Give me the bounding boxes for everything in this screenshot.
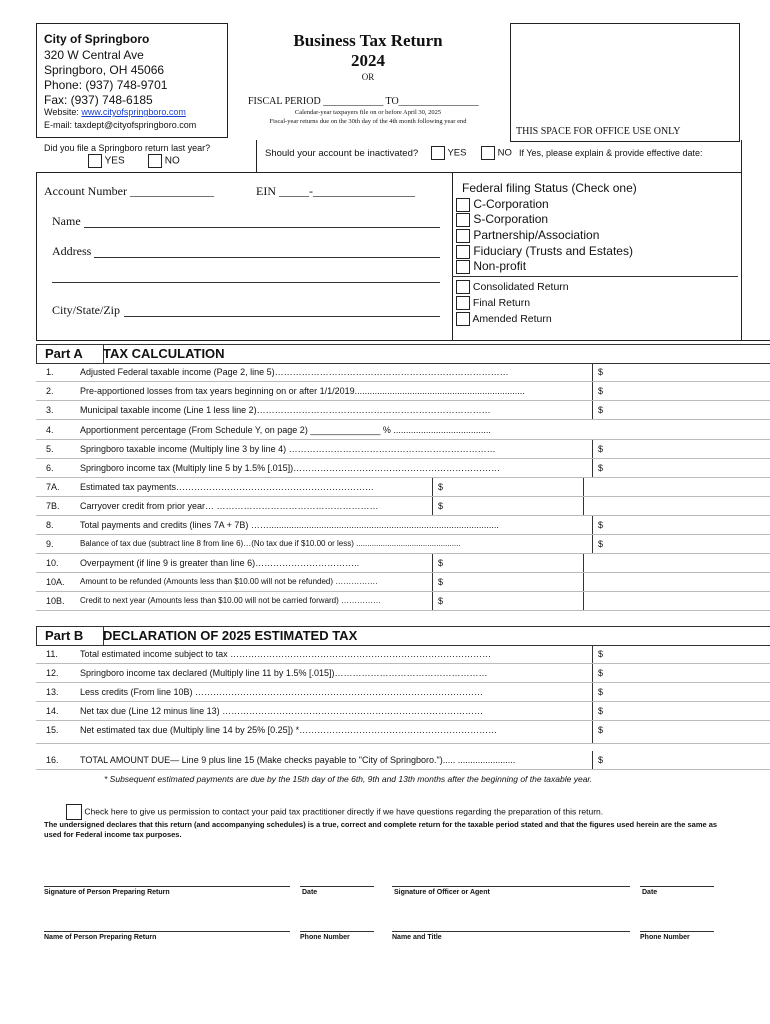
c-corp-label: C-Corporation bbox=[473, 197, 549, 211]
line-num: 2. bbox=[46, 386, 54, 396]
filed-no-label: NO bbox=[164, 155, 180, 167]
filing-option-c-corp bbox=[456, 197, 549, 212]
final-checkbox[interactable] bbox=[456, 296, 470, 310]
nonprofit-label: Non-profit bbox=[473, 259, 527, 273]
line-10b bbox=[36, 592, 770, 611]
line-2-amount[interactable] bbox=[592, 382, 770, 400]
dollar-sign: $ bbox=[598, 649, 604, 659]
dollar-sign: $ bbox=[438, 577, 444, 587]
address-line-2[interactable] bbox=[52, 282, 440, 283]
line-desc: Amount to be refunded (Amounts less than $10.00 will not be refunded) ……………. bbox=[80, 577, 378, 586]
inactivate-yes-checkbox[interactable] bbox=[431, 146, 445, 160]
line-14 bbox=[36, 702, 770, 721]
line-desc: Springboro income tax (Multiply line 5 by 1.5% [.015])…………………………………………………………… bbox=[80, 463, 501, 473]
preparer-name-line[interactable] bbox=[44, 931, 290, 932]
name-label: Name bbox=[52, 214, 81, 228]
city-name: City of Springboro bbox=[44, 32, 150, 46]
date-2-line[interactable] bbox=[640, 886, 714, 887]
filed-last-year-question: Did you file a Springboro return last year? bbox=[44, 143, 211, 153]
phone-2-line[interactable] bbox=[640, 931, 714, 932]
dollar-sign: $ bbox=[598, 668, 604, 678]
line-desc: Net tax due (Line 12 minus line 13) …………………………………………………………………………… bbox=[80, 706, 484, 716]
line-desc: Estimated tax payments………………………………………………………… bbox=[80, 482, 375, 492]
line-num: 11. bbox=[46, 649, 58, 659]
city-fax: Fax: (937) 748-6185 bbox=[44, 93, 153, 107]
filing-option-s-corp bbox=[456, 212, 548, 227]
consolidated-label: Consolidated Return bbox=[472, 280, 569, 293]
dollar-sign: $ bbox=[598, 405, 604, 415]
line-7b bbox=[36, 497, 770, 516]
line-desc: Overpayment (if line 9 is greater than line 6)…………………………….. bbox=[80, 558, 360, 568]
line-num: 9. bbox=[46, 539, 54, 549]
dollar-sign: $ bbox=[598, 755, 604, 765]
line-10a-amount[interactable] bbox=[432, 573, 584, 591]
line-num: 5. bbox=[46, 444, 54, 454]
website-link[interactable]: www.cityofspringboro.com bbox=[81, 107, 186, 117]
fiscal-note: Fiscal-year returns due on the 30th day of the 4th month following year end bbox=[269, 118, 467, 125]
city-address-2: Springboro, OH 45066 bbox=[44, 63, 165, 77]
preparer-signature-label: Signature of Person Preparing Return bbox=[44, 889, 170, 896]
partnership-label: Partnership/Association bbox=[473, 228, 600, 242]
line-10a bbox=[36, 573, 770, 592]
inactivate-yes-label: YES bbox=[447, 147, 467, 159]
filing-option-partnership bbox=[456, 228, 599, 243]
dollar-sign: $ bbox=[598, 520, 604, 530]
line-num: 10A. bbox=[46, 577, 65, 587]
line-12-amount[interactable] bbox=[592, 664, 770, 682]
s-corp-label: S-Corporation bbox=[473, 212, 549, 226]
line-5 bbox=[36, 440, 770, 459]
officer-signature-line[interactable] bbox=[392, 886, 630, 887]
filed-yes-checkbox[interactable] bbox=[88, 154, 102, 168]
filed-no bbox=[148, 154, 180, 168]
inactivate-no-checkbox[interactable] bbox=[481, 146, 495, 160]
name-line[interactable] bbox=[84, 227, 440, 228]
return-consolidated bbox=[456, 280, 569, 294]
line-desc: Carryover credit from prior year… ……………………………………………… bbox=[80, 501, 379, 511]
declaration-text: The undersigned declares that this return (and accompanying schedules) is a true, correct and complete return for the taxable period stated and that the figures used herein are the same as used for Federal income tax purposes. bbox=[44, 820, 718, 839]
line-num: 10. bbox=[46, 558, 59, 568]
dollar-sign: $ bbox=[438, 482, 444, 492]
fiduciary-checkbox[interactable] bbox=[456, 245, 470, 259]
line-7a-amount[interactable] bbox=[432, 478, 584, 496]
part-a-label: Part A bbox=[37, 345, 104, 363]
line-2 bbox=[36, 382, 770, 401]
line-num: 10B. bbox=[46, 596, 65, 606]
s-corp-checkbox[interactable] bbox=[456, 213, 470, 227]
line-num: 14. bbox=[46, 706, 59, 716]
officer-signature-label: Signature of Officer or Agent bbox=[394, 889, 490, 896]
phone-1-line[interactable] bbox=[300, 931, 374, 932]
return-amended bbox=[456, 312, 552, 326]
inactivate-no bbox=[481, 146, 512, 160]
line-4 bbox=[36, 421, 770, 440]
line-desc: Municipal taxable income (Line 1 less line 2)…………………………………………………………………… bbox=[80, 405, 491, 415]
part-a-title: TAX CALCULATION bbox=[103, 346, 225, 361]
line-6-amount[interactable] bbox=[592, 459, 770, 477]
final-label: Final Return bbox=[472, 296, 531, 309]
filed-no-checkbox[interactable] bbox=[148, 154, 162, 168]
line-8 bbox=[36, 516, 770, 535]
filed-yes-label: YES bbox=[104, 155, 125, 167]
line-desc: Pre-apportioned losses from tax years beginning on or after 1/1/2019.................................................................... bbox=[80, 386, 525, 396]
line-16-amount[interactable] bbox=[592, 751, 770, 769]
inactivate-question: Should your account be inactivated? bbox=[265, 148, 419, 159]
fiscal-period: FISCAL PERIOD ____________ TO________________ bbox=[248, 96, 479, 107]
inactivate-explain: If Yes, please explain & provide effective date: bbox=[519, 148, 703, 158]
line-num: 13. bbox=[46, 687, 59, 697]
dollar-sign: $ bbox=[598, 444, 604, 454]
line-3 bbox=[36, 401, 770, 420]
dollar-sign: $ bbox=[438, 558, 444, 568]
date-1-line[interactable] bbox=[300, 886, 374, 887]
line-16 bbox=[36, 751, 770, 770]
preparer-name-label: Name of Person Preparing Return bbox=[44, 934, 157, 941]
part-a-header bbox=[36, 344, 770, 364]
line-desc: Total payments and credits (lines 7A + 7B) ……............................................................................................ bbox=[80, 520, 499, 530]
line-10 bbox=[36, 554, 770, 573]
phone-2-label: Phone Number bbox=[640, 934, 690, 941]
permission-checkbox[interactable] bbox=[66, 804, 82, 820]
line-15-amount[interactable] bbox=[592, 721, 770, 743]
dollar-sign: $ bbox=[438, 596, 444, 606]
line-num: 6. bbox=[46, 463, 54, 473]
part-b-label: Part B bbox=[37, 627, 104, 645]
line-11 bbox=[36, 645, 770, 664]
line-6 bbox=[36, 459, 770, 478]
line-desc: Balance of tax due (subtract line 8 from line 6)…(No tax due if $10.00 or less) ............................................... bbox=[80, 539, 461, 548]
filing-status-title: Federal filing Status (Check one) bbox=[462, 181, 637, 195]
form-year: 2024 bbox=[351, 51, 385, 70]
line-1-amount[interactable] bbox=[592, 363, 770, 381]
city-address-1: 320 W Central Ave bbox=[44, 48, 144, 62]
fiduciary-label: Fiduciary (Trusts and Estates) bbox=[473, 244, 633, 258]
account-number-field[interactable]: Account Number ______________ bbox=[44, 184, 214, 198]
line-15 bbox=[36, 721, 770, 744]
line-desc: Springboro income tax declared (Multiply line 11 by 1.5% [.015])…………………………………………… bbox=[80, 668, 488, 678]
dollar-sign: $ bbox=[598, 386, 604, 396]
amended-label: Amended Return bbox=[472, 312, 552, 325]
line-desc[interactable]: Apportionment percentage (From Schedule Y, on page 2) ______________ % ....................................... bbox=[80, 425, 491, 435]
line-num: 3. bbox=[46, 405, 54, 415]
line-num: 15. bbox=[46, 725, 59, 735]
dollar-sign: $ bbox=[598, 539, 604, 549]
address-label: Address bbox=[52, 244, 92, 258]
filing-option-fiduciary bbox=[456, 244, 633, 259]
line-desc: Less credits (From line 10B) …………………………………………………………………………………… bbox=[80, 687, 484, 697]
line-num: 8. bbox=[46, 520, 54, 530]
part-b-title: DECLARATION OF 2025 ESTIMATED TAX bbox=[103, 628, 358, 643]
date-1-label: Date bbox=[302, 889, 318, 896]
name-title-label: Name and Title bbox=[392, 934, 442, 941]
city-state-zip-label: City/State/Zip bbox=[52, 303, 120, 317]
line-num: 7B. bbox=[46, 501, 60, 511]
amended-checkbox[interactable] bbox=[456, 312, 470, 326]
line-5-amount[interactable] bbox=[592, 440, 770, 458]
line-8-amount[interactable] bbox=[592, 516, 770, 534]
consolidated-checkbox[interactable] bbox=[456, 280, 470, 294]
name-title-line[interactable] bbox=[392, 931, 630, 932]
filing-option-nonprofit bbox=[456, 259, 526, 274]
line-num: 12. bbox=[46, 668, 59, 678]
office-use-box bbox=[510, 23, 740, 142]
line-num: 1. bbox=[46, 367, 54, 377]
filing-divider bbox=[452, 276, 738, 277]
part-b-header bbox=[36, 626, 770, 646]
dollar-sign: $ bbox=[598, 687, 604, 697]
nonprofit-checkbox[interactable] bbox=[456, 260, 470, 274]
permission-row bbox=[66, 804, 603, 820]
date-2-label: Date bbox=[642, 889, 658, 896]
phone-1-label: Phone Number bbox=[300, 934, 350, 941]
line-11-amount[interactable] bbox=[592, 645, 770, 663]
return-final bbox=[456, 296, 530, 310]
estimated-footnote: * Subsequent estimated payments are due by the 15th day of the 6th, 9th and 13th months after the beginning of the taxable year. bbox=[104, 774, 593, 784]
or-text: OR bbox=[361, 72, 375, 82]
line-num: 7A. bbox=[46, 482, 60, 492]
line-num: 4. bbox=[46, 425, 54, 435]
line-desc: Springboro taxable income (Multiply line 3 by line 4) …………………………………………………………… bbox=[80, 444, 496, 454]
city-website bbox=[44, 107, 186, 117]
line-10-amount[interactable] bbox=[432, 554, 584, 572]
filed-yes bbox=[88, 154, 125, 168]
line-desc: Net estimated tax due (Multiply line 14 by 25% [0.25]) *………………………………………………………… bbox=[80, 725, 498, 735]
line-10b-amount[interactable] bbox=[432, 592, 584, 610]
preparer-signature-line[interactable] bbox=[44, 886, 290, 887]
inactivate-yes bbox=[431, 146, 466, 160]
form-title: Business Tax Return bbox=[293, 31, 443, 50]
dollar-sign: $ bbox=[598, 463, 604, 473]
inactivate-no-label: NO bbox=[497, 147, 512, 159]
line-9 bbox=[36, 535, 770, 554]
ein-field[interactable]: EIN _____-_________________ bbox=[256, 184, 415, 198]
permission-text: Check here to give us permission to contact your paid tax practitioner directly if we have questions regarding the preparation of this return. bbox=[84, 806, 604, 817]
line-14-amount[interactable] bbox=[592, 702, 770, 720]
line-3-amount[interactable] bbox=[592, 401, 770, 419]
calendar-note: Calendar-year taxpayers file on or before April 30, 2025 bbox=[294, 109, 442, 116]
line-13-amount[interactable] bbox=[592, 683, 770, 701]
city-email: E-mail: taxdept@cityofspringboro.com bbox=[44, 120, 197, 130]
partnership-checkbox[interactable] bbox=[456, 229, 470, 243]
dollar-sign: $ bbox=[438, 501, 444, 511]
city-phone: Phone: (937) 748-9701 bbox=[44, 78, 168, 92]
office-use-label: THIS SPACE FOR OFFICE USE ONLY bbox=[516, 126, 681, 137]
address-line-1[interactable] bbox=[94, 257, 440, 258]
line-desc: Total estimated income subject to tax …………………………………………………………………………… bbox=[80, 649, 492, 659]
dollar-sign: $ bbox=[598, 725, 604, 735]
line-7a bbox=[36, 478, 770, 497]
line-num: 16. bbox=[46, 755, 59, 765]
city-state-zip-line[interactable] bbox=[124, 316, 440, 317]
line-7b-amount[interactable] bbox=[432, 497, 584, 515]
line-9-amount[interactable] bbox=[592, 535, 770, 553]
dollar-sign: $ bbox=[598, 706, 604, 716]
line-1 bbox=[36, 363, 770, 382]
line-desc: TOTAL AMOUNT DUE— Line 9 plus line 15 (Make checks payable to "City of Springboro.")..... ....................... bbox=[80, 755, 516, 765]
line-desc: Adjusted Federal taxable income (Page 2, line 5)…………………………………………………………………… bbox=[80, 367, 509, 377]
c-corp-checkbox[interactable] bbox=[456, 198, 470, 212]
website-label: Website: bbox=[44, 107, 79, 117]
line-13 bbox=[36, 683, 770, 702]
dollar-sign: $ bbox=[598, 367, 604, 377]
line-desc: Credit to next year (Amounts less than $10.00 will not be carried forward) …………… bbox=[80, 596, 382, 605]
line-12 bbox=[36, 664, 770, 683]
